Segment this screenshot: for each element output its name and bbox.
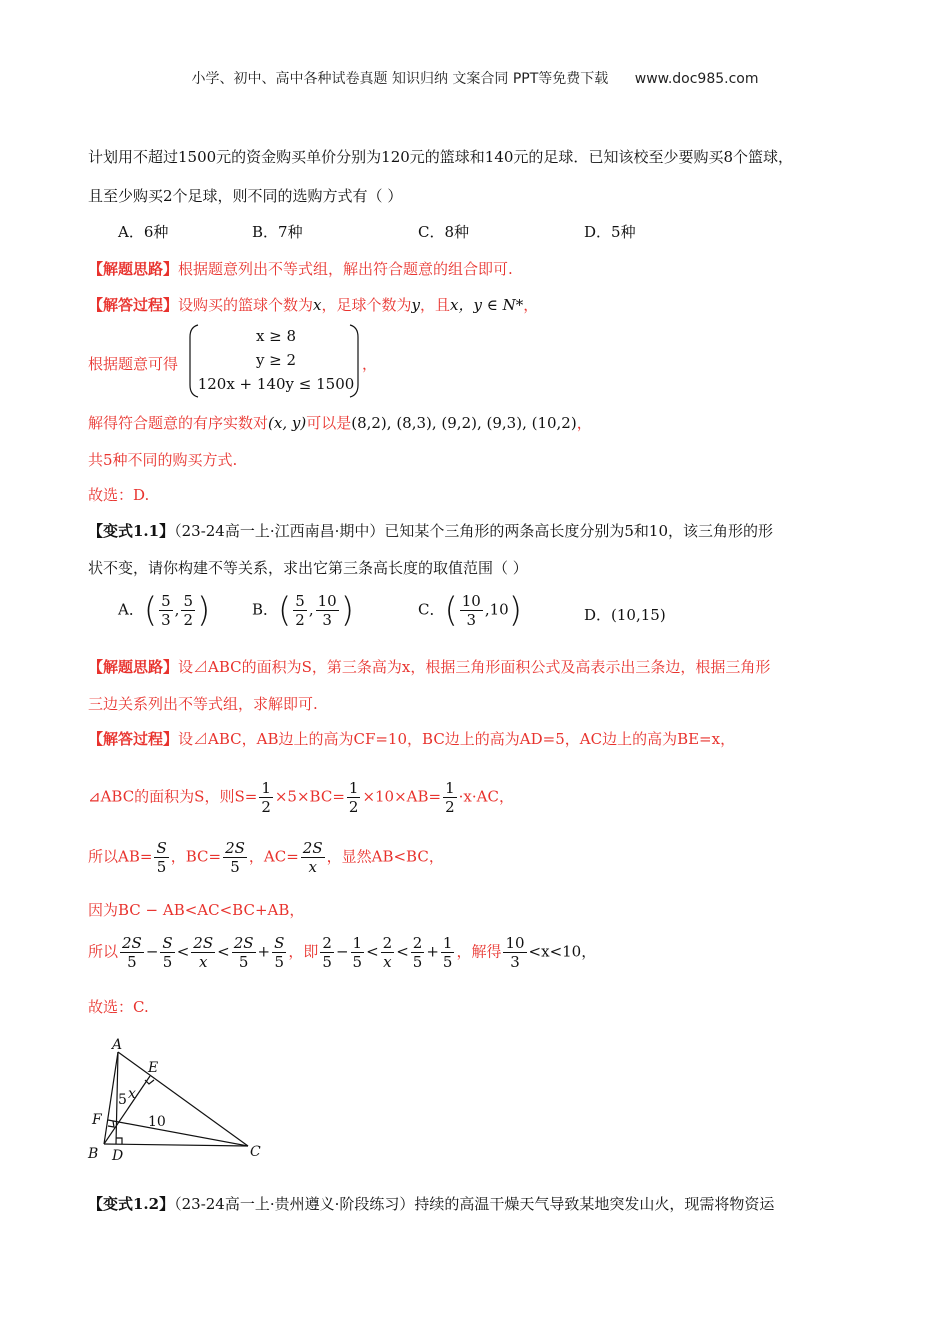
frac-a2	[181, 592, 195, 629]
frac-den: 3	[510, 953, 520, 971]
frac-num: 10	[461, 592, 481, 610]
frac-b1	[293, 592, 307, 629]
v11-option-c: C．( $\frac{10}{3}$ ,10)	[418, 590, 522, 631]
v11-option-d	[584, 604, 666, 625]
frac-num: 2S	[302, 839, 323, 857]
option-d-label: D．	[584, 606, 612, 624]
so-prefix: 所以AB=	[88, 847, 153, 866]
frac-e4	[232, 934, 256, 971]
v11-option-b: B．( $\frac{5}{2}$ , $\frac{10}{3}$ )	[252, 590, 354, 631]
label-d: D	[112, 1148, 124, 1164]
area-part-3: ·x·AC，	[458, 787, 514, 806]
q1-line2: 且至少购买2个足球，则不同的选购方式有（ ）	[88, 187, 403, 205]
v12-line1	[88, 1193, 774, 1214]
frac-num: 1	[352, 934, 363, 952]
set-expression: x，y ∈ N*	[450, 296, 524, 314]
frac-den: 5	[127, 953, 137, 971]
header-site: www.doc985.com	[634, 71, 759, 87]
so-ac: ，AC=	[248, 847, 299, 866]
frac-den: 5	[162, 953, 173, 971]
frac-f3	[381, 934, 395, 971]
solve-end: ，	[576, 414, 592, 432]
q1-line1: 计划用不超过1500元的资金购买单价分别为120元的篮球和140元的足球．已知该校至少要购买8个篮球，	[88, 148, 793, 166]
frac-den: x	[383, 953, 392, 971]
frac-den: 5	[412, 953, 423, 971]
variant-tag: 【变式1.2】	[88, 1195, 175, 1213]
q1-process	[88, 294, 538, 315]
solve-mid: 可以是	[306, 414, 352, 432]
label-b: B	[88, 1146, 99, 1162]
idea-text: 根据题意列出不等式组，解出符合题意的组合即可.	[178, 260, 513, 278]
system-row-1: x ≥ 8	[255, 327, 297, 345]
frac-f2	[351, 934, 365, 971]
var-y: y	[411, 296, 420, 314]
option-c-label: C．	[418, 600, 445, 619]
system-brace-block	[188, 323, 360, 399]
process-text: 设⊿ABC，AB边上的高为CF=10，BC边上的高为AD=5，AC边上的高为BE=x，	[178, 730, 736, 748]
variant-text: 已知某个三角形的两条高长度分别为5和10，该三角形的形	[384, 522, 774, 540]
frac-den: 5	[230, 858, 240, 876]
frac-den: 5	[352, 953, 363, 971]
frac-b2	[316, 592, 339, 629]
right-angle-f	[108, 1121, 114, 1127]
frac-a1	[159, 592, 173, 629]
op-plus: +	[257, 942, 271, 961]
process-text-c: ，且	[420, 296, 451, 314]
frac-num: 5	[161, 592, 171, 610]
label-c: C	[250, 1144, 261, 1160]
frac-den: 2	[445, 798, 455, 816]
q1-total: 共5种不同的购买方式.	[88, 451, 238, 469]
frac-num: 1	[261, 779, 271, 797]
q1-option-d: D．5种	[584, 223, 636, 241]
system-end: ，	[362, 355, 378, 373]
paren-close: )	[196, 590, 211, 631]
v11-answer: 故选：C.	[88, 998, 149, 1016]
variant-source: （23-24高一上·贵州遵义·阶段练习）	[174, 1195, 415, 1213]
frac-num: S	[156, 839, 167, 857]
q1-option-c: C．8种	[418, 223, 470, 241]
system-row-2: y ≥ 2	[255, 351, 297, 369]
so2-result: <x<10，	[528, 942, 597, 961]
so2-prefix: 所以	[88, 942, 119, 961]
frac-num: 5	[295, 592, 305, 610]
area-part-1: ×5×BC=	[274, 787, 345, 806]
frac-num: 2	[412, 934, 423, 952]
side-bc	[104, 1144, 248, 1146]
frac-half-3	[443, 779, 457, 816]
frac-c1	[460, 592, 483, 629]
v11-process	[88, 728, 735, 749]
solve-prefix: 解得符合题意的有序实数对	[88, 414, 269, 432]
frac-num: 5	[183, 592, 193, 610]
so-end: ，显然AB<BC，	[326, 847, 444, 866]
process-tag: 【解答过程】	[88, 296, 179, 314]
header-text: 小学、初中、高中各种试卷真题 知识归纳 文案合同 PPT等免费下载	[191, 71, 609, 87]
frac-den: 2	[261, 798, 271, 816]
frac-num: 10	[317, 592, 337, 610]
system-label: 根据题意可得	[88, 355, 179, 373]
frac-e5	[272, 934, 286, 971]
side-ac	[118, 1052, 248, 1146]
right-angle-d	[116, 1138, 122, 1144]
right-angle-e	[145, 1080, 154, 1084]
idea-tag: 【解题思路】	[88, 658, 179, 676]
v11-option-a: A．( $\frac{5}{3}$ , $\frac{5}{2}$ )	[118, 590, 211, 631]
frac-den: 5	[442, 953, 453, 971]
option-a-label: A．	[118, 600, 144, 619]
variant-source: （23-24高一上·江西南昌·期中）	[174, 522, 385, 540]
area-prefix: ⊿ABC的面积为S，则S=	[88, 787, 258, 806]
label-10: 10	[148, 1114, 166, 1130]
frac-den: 2	[295, 611, 305, 629]
so2-solve: ，解得	[456, 942, 502, 961]
frac-f1	[320, 934, 334, 971]
frac-den: 3	[322, 611, 332, 629]
triangle-figure	[84, 1032, 274, 1164]
variant-text: 持续的高温干燥天气导致某地突发山火，现需将物资运	[414, 1195, 775, 1213]
frac-f4	[411, 934, 425, 971]
q1-option-a: A．6种	[118, 223, 169, 241]
frac-num: 1	[442, 934, 453, 952]
paren-close: )	[340, 590, 354, 631]
frac-den: x	[198, 953, 208, 971]
idea-tag: 【解题思路】	[88, 260, 179, 278]
q1-solve	[88, 412, 592, 433]
v11-line2: 状不变，请你构建不等关系，求出它第三条高长度的取值范围（ ）	[88, 559, 528, 577]
system-row-3: 120x + 140y ≤ 1500	[197, 375, 355, 393]
label-e: E	[148, 1060, 159, 1076]
frac-den: 2	[183, 611, 193, 629]
page-header	[0, 68, 950, 88]
frac-den: 5	[238, 953, 249, 971]
process-tag: 【解答过程】	[88, 730, 179, 748]
op-lt: <	[217, 942, 230, 961]
paren-open: (	[278, 590, 292, 631]
v11-idea	[88, 656, 770, 677]
so-bc: ，BC=	[170, 847, 222, 866]
frac-den: 3	[161, 611, 171, 629]
altitude-cf	[108, 1120, 248, 1146]
paren-open: (	[143, 590, 158, 631]
v11-so-line	[88, 839, 444, 876]
frac-f5	[441, 934, 455, 971]
frac-half-1	[259, 779, 273, 816]
frac-num: S	[274, 934, 285, 952]
option-b-label: B．	[252, 600, 279, 619]
label-f: F	[92, 1112, 102, 1128]
op-plus: +	[426, 942, 439, 961]
v11-area-line	[88, 779, 514, 816]
frac-num: 1	[445, 779, 455, 797]
variant-tag: 【变式1.1】	[88, 522, 175, 540]
frac-num: 2S	[225, 839, 245, 857]
op-lt: <	[176, 942, 190, 961]
frac-den: 5	[274, 953, 284, 971]
frac-num: S	[162, 934, 173, 952]
paren-open: (	[444, 590, 458, 631]
option-d-value: (10,15)	[611, 606, 666, 624]
q1-answer: 故选：D.	[88, 486, 150, 504]
process-text-b: ，足球个数为	[321, 296, 412, 314]
label-a: A	[112, 1037, 123, 1053]
frac-num: 2	[322, 934, 332, 952]
frac-num: 10	[505, 934, 525, 952]
v11-because: 因为BC − AB<AC<BC+AB，	[88, 901, 305, 919]
option-c-value: 10	[489, 600, 509, 619]
q1-idea	[88, 258, 513, 279]
altitude-be	[104, 1076, 150, 1144]
frac-bc	[223, 839, 247, 876]
frac-half-2	[347, 779, 361, 816]
frac-den: 3	[466, 611, 477, 629]
paren-close: )	[508, 590, 522, 631]
op-minus: −	[335, 942, 349, 961]
idea-text: 设⊿ABC的面积为S，第三条高为x，根据三角形面积公式及高表示出三条边，根据三角形	[178, 658, 771, 676]
solve-values: (8,2), (8,3), (9,2), (9,3), (10,2)	[351, 414, 577, 432]
area-part-2: ×10×AB=	[362, 787, 442, 806]
op-minus: −	[145, 942, 159, 961]
frac-den: 5	[322, 953, 332, 971]
label-5: 5	[118, 1092, 127, 1108]
op-lt: <	[366, 942, 379, 961]
frac-num: 2S	[122, 934, 142, 952]
frac-num: 2	[382, 934, 393, 952]
solve-pair: (x, y)	[268, 414, 307, 432]
var-x: x	[313, 296, 322, 314]
frac-den: 2	[348, 798, 359, 816]
frac-ab	[154, 839, 168, 876]
frac-result	[503, 934, 526, 971]
frac-den: 5	[156, 858, 167, 876]
v11-so2-line	[88, 934, 596, 971]
v11-idea-line2: 三边关系列出不等式组，求解即可.	[88, 695, 318, 713]
frac-e3	[191, 934, 215, 971]
process-end: ，	[523, 296, 539, 314]
frac-e1	[120, 934, 144, 971]
frac-num: 2S	[193, 934, 214, 952]
so2-mid: ，即	[288, 942, 319, 961]
process-text: 设购买的篮球个数为	[178, 296, 314, 314]
frac-den: x	[308, 858, 317, 876]
v11-line1	[88, 520, 773, 541]
frac-ac	[301, 839, 325, 876]
frac-num: 1	[348, 779, 359, 797]
q1-option-b: B．7种	[252, 223, 303, 241]
frac-e2	[160, 934, 174, 971]
frac-num: 2S	[233, 934, 254, 952]
op-lt: <	[396, 942, 409, 961]
label-x: x	[128, 1086, 136, 1102]
